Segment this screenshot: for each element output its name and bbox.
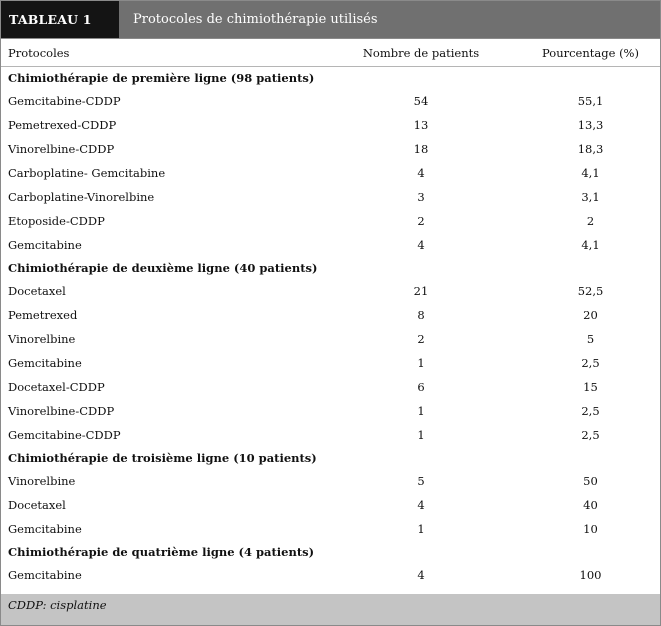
table-row [1,233,660,257]
cell-patients: 4 [417,498,425,512]
cell-percent: 55,1 [577,94,604,108]
cell-patients: 21 [413,284,429,298]
table-row [1,469,660,493]
cell-protocol: Docetaxel-CDDP [8,380,105,394]
cell-percent: 50 [583,474,598,488]
cell-protocol: Vinorelbine [8,332,76,346]
cell-percent: 100 [579,568,602,582]
cell-patients: 1 [417,428,425,442]
cell-patients: 4 [417,568,425,582]
cell-percent: 2,5 [581,404,600,418]
cell-patients: 18 [413,142,429,156]
cell-protocol: Pemetrexed-CDDP [8,118,117,132]
cell-percent: 15 [583,380,598,394]
cell-protocol: Carboplatine-Vinorelbine [8,190,155,204]
cell-protocol: Carboplatine- Gemcitabine [8,166,166,180]
cell-percent: 2 [586,214,595,228]
table-row [1,563,660,587]
cell-patients: 8 [417,308,425,322]
cell-protocol: Docetaxel [8,284,66,298]
header-percent: Pourcentage (%) [542,45,639,60]
cell-percent: 2,5 [581,356,600,370]
cell-protocol: Gemcitabine [8,568,82,582]
header-protocol: Protocoles [8,45,70,60]
section-header-row [1,447,660,469]
cell-protocol: Vinorelbine-CDDP [8,404,115,418]
section-title: Chimiothérapie de quatrième ligne (4 patients) [8,545,315,559]
cell-percent: 4,1 [581,238,600,252]
cell-protocol: Gemcitabine-CDDP [8,94,121,108]
cell-percent: 40 [583,498,598,512]
table-row [1,351,660,375]
cell-patients: 13 [413,118,429,132]
table-row [1,161,660,185]
cell-patients: 4 [417,166,425,180]
table-row [1,327,660,351]
section-title: Chimiothérapie de troisième ligne (10 patients) [8,451,317,465]
section-header-row [1,541,660,563]
table-row [1,517,660,541]
table-row [1,89,660,113]
cell-percent: 20 [583,308,598,322]
cell-protocol: Docetaxel [8,498,66,512]
cell-patients: 5 [417,474,425,488]
cell-percent: 10 [583,522,598,536]
cell-protocol: Gemcitabine [8,356,82,370]
cell-percent: 13,3 [577,118,604,132]
section-header-row [1,67,660,89]
cell-protocol: Etoposide-CDDP [8,214,105,228]
cell-percent: 4,1 [581,166,600,180]
cell-percent: 3,1 [581,190,600,204]
cell-percent: 52,5 [577,284,604,298]
cell-patients: 3 [417,190,425,204]
cell-patients: 2 [417,214,425,228]
section-title: Chimiothérapie de deuxième ligne (40 patients) [8,261,318,275]
table-body [1,67,660,587]
table-row [1,375,660,399]
cell-protocol: Vinorelbine-CDDP [8,142,115,156]
table-row [1,303,660,327]
cell-patients: 1 [417,404,425,418]
section-title: Chimiothérapie de première ligne (98 patients) [8,71,315,85]
table-row [1,493,660,517]
table-header-row [1,39,660,67]
table-footnote: CDDP: cisplatine [1,594,660,625]
table-row [1,113,660,137]
header-patients: Nombre de patients [362,45,480,60]
cell-patients: 4 [417,238,425,252]
table-row [1,279,660,303]
table-title-bar [1,1,660,39]
cell-patients: 2 [417,332,425,346]
table-row [1,185,660,209]
cell-protocol: Pemetrexed [8,308,78,322]
cell-patients: 1 [417,356,425,370]
cell-patients: 6 [417,380,425,394]
cell-patients: 1 [417,522,425,536]
table-row [1,423,660,447]
cell-percent: 18,3 [577,142,604,156]
cell-protocol: Gemcitabine [8,522,82,536]
cell-patients: 54 [413,94,429,108]
table-row [1,399,660,423]
cell-protocol: Gemcitabine [8,238,82,252]
table-label: TABLEAU 1 [1,1,119,38]
table-row [1,209,660,233]
cell-protocol: Gemcitabine-CDDP [8,428,121,442]
table-row [1,137,660,161]
cell-protocol: Vinorelbine [8,474,76,488]
table-title: Protocoles de chimiothérapie utilisés [119,1,660,38]
cell-percent: 5 [586,332,595,346]
section-header-row [1,257,660,279]
cell-percent: 2,5 [581,428,600,442]
